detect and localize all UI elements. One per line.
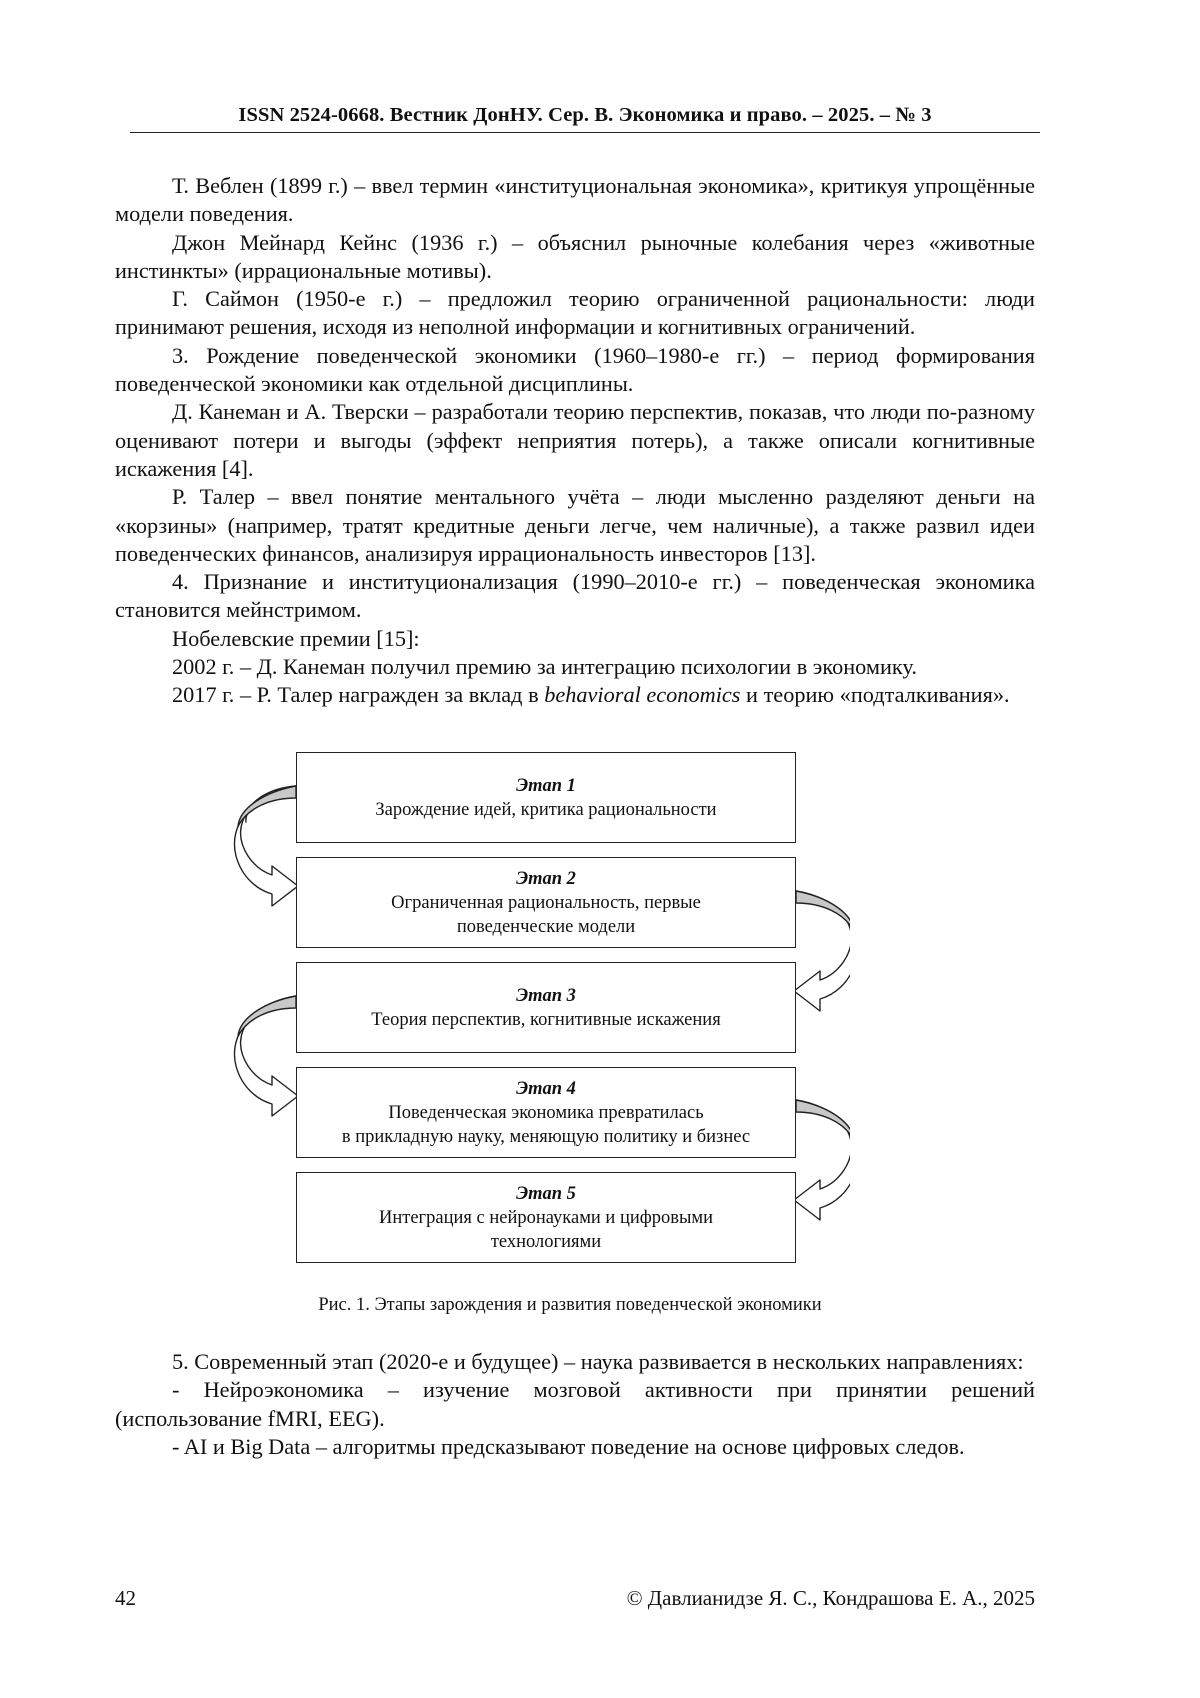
stage-text-line: Поведенческая экономика превратилась xyxy=(388,1102,704,1123)
curved-arrow-icon xyxy=(234,996,298,1116)
stage-title: Этап 4 xyxy=(516,1078,576,1099)
stage-5-box xyxy=(296,1172,796,1263)
curved-arrow-icon xyxy=(794,891,850,1011)
body-text-top xyxy=(115,172,1035,710)
figure-caption: Рис. 1. Этапы зарождения и развития поведенческой экономики xyxy=(318,1295,822,1315)
stage-title: Этап 1 xyxy=(516,775,576,796)
paragraph-2017 xyxy=(115,681,1035,709)
paragraph: Джон Мейнард Кейнс (1936 г.) – объяснил рыночные колебания через «животные инстинкты» (иррациональные мотивы). xyxy=(115,229,1035,283)
stages-diagram xyxy=(230,752,850,1284)
paragraph: Р. Талер – ввел понятие ментального учёта – люди мысленно разделяют деньги на «корзины» (например, тратят кредитные деньги легче, чем наличные), а также развил идеи поведенческих финансов, анализируя иррациональность инвесторов [13]. xyxy=(115,484,1035,566)
copyright: © Давлианидзе Я. С., Кондрашова Е. А., 2025 xyxy=(626,1586,1035,1610)
paragraph: - Нейроэкономика – изучение мозговой активности при принятии решений (использование fMRI, EEG). xyxy=(115,1377,1035,1431)
stage-3-box xyxy=(296,962,796,1053)
paragraph-2017-suffix: и теорию «подталкивания». xyxy=(740,682,1010,708)
stage-4-box xyxy=(296,1067,796,1158)
stage-1-box xyxy=(296,752,796,843)
paragraph: 5. Современный этап (2020-е и будущее) – наука развивается в нескольких направлениях: xyxy=(172,1349,1024,1374)
journal-header: ISSN 2524-0668. Вестник ДонНУ. Сер. В. Экономика и право. – 2025. – № 3 xyxy=(238,104,932,126)
stage-title: Этап 5 xyxy=(516,1183,576,1204)
paragraph: Нобелевские премии [15]: xyxy=(172,625,420,651)
stage-text: Ограниченная рациональность, первые поведенческие модели xyxy=(391,892,701,937)
stage-text-line: в прикладную науку, меняющую политику и бизнес xyxy=(341,1126,751,1147)
curved-arrow-icon xyxy=(794,1100,850,1220)
stage-title: Этап 2 xyxy=(516,868,576,889)
paragraph-2017-prefix: 2017 г. – Р. Талер награжден за вклад в xyxy=(172,682,545,708)
paragraph: 4. Признание и институционализация (1990–2010-е гг.) – поведенческая экономика становится мейнстримом. xyxy=(115,569,1035,623)
header-rule xyxy=(130,132,1040,133)
body-text-bottom xyxy=(115,1348,1035,1461)
paragraph: Г. Саймон (1950-е г.) – предложил теорию ограниченной рациональности: люди принимают решения, исходя из неполной информации и когнитивных ограничений. xyxy=(115,286,1035,340)
paragraph: - AI и Big Data – алгоритмы предсказывают поведение на основе цифровых следов. xyxy=(172,1433,965,1459)
stage-2-box xyxy=(296,857,796,948)
paragraph: Т. Веблен (1899 г.) – ввел термин «институциональная экономика», критикуя упрощённые модели поведения. xyxy=(115,173,1035,227)
stage-title: Этап 3 xyxy=(516,985,576,1006)
curved-arrow-icon xyxy=(234,786,298,906)
paragraph: 3. Рождение поведенческой экономики (1960–1980-е гг.) – период формирования поведенческой экономики как отдельной дисциплины. xyxy=(115,342,1035,397)
page-number: 42 xyxy=(115,1586,136,1610)
paragraph: 2002 г. – Д. Канеман получил премию за интеграцию психологии в экономику. xyxy=(172,654,917,680)
stage-text: Интеграция с нейронауками и цифровыми технологиями xyxy=(378,1207,714,1252)
paragraph-2017-italic: behavioral economics xyxy=(544,682,741,708)
paragraph: Д. Канеман и А. Тверски – разработали теорию перспектив, показав, что люди по-разному оценивают потери и выгоды (эффект неприятия потерь), а также описали когнитивные искажения [4]. xyxy=(115,399,1035,481)
stage-text: Зарождение идей, критика рациональности xyxy=(375,799,717,820)
stage-text: Теория перспектив, когнитивные искажения xyxy=(371,1009,721,1030)
